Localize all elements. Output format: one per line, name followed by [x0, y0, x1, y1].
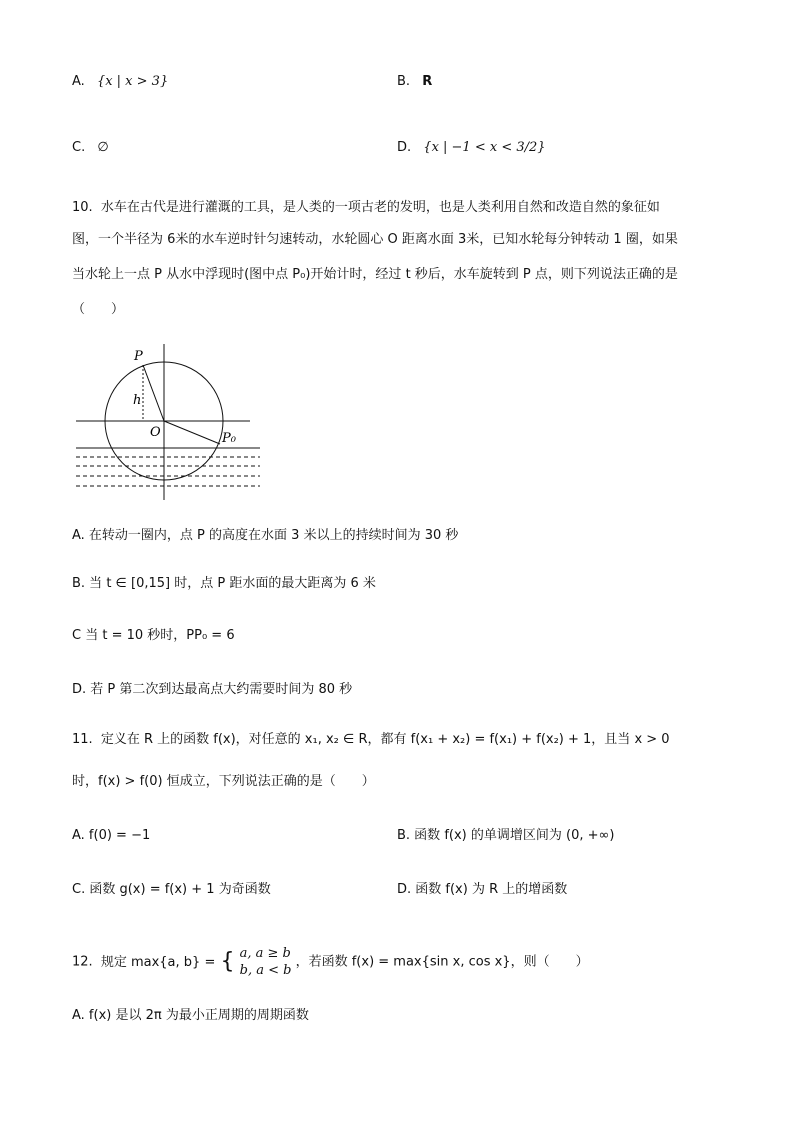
q11-option-d: D. 函数 f(x) 为 R 上的增函数	[397, 882, 568, 897]
q10-stem-text1: 水车在古代是进行灌溉的工具，是人类的一项古老的发明，也是人类利用自然和改造自然的象征如	[100, 200, 660, 215]
q9-option-d-text: {x | −1 < x < 3/2}	[423, 140, 546, 155]
q10-number: 10.	[72, 200, 93, 215]
q10-option-a: A. 在转动一圈内，点 P 的高度在水面 3 米以上的持续时间为 30 秒	[72, 528, 459, 543]
q10-stem-line3: 当水轮上一点 P 从水中浮现时(图中点 P₀)开始计时，经过 t 秒后，水车旋转到 P 点，则下列说法正确的是	[72, 267, 678, 282]
q10-option-d: D. 若 P 第二次到达最高点大约需要时间为 80 秒	[72, 682, 353, 697]
q12-case1: a, a ≥ b	[239, 946, 291, 961]
q9-option-b-label: B.	[397, 74, 411, 89]
q12-cases	[240, 945, 292, 979]
label-h: h	[133, 393, 142, 408]
q9-option-b	[397, 72, 432, 92]
q11-option-b: B. 函数 f(x) 的单调增区间为 (0, +∞)	[397, 828, 615, 843]
q12-number: 12.	[72, 954, 93, 970]
q11-stem-text1: 定义在 R 上的函数 f(x)，对任意的 x₁, x₂ ∈ R，都有 f(x₁ + x₂) = f(x₁) + f(x₂) + 1，且当 x > 0	[100, 732, 670, 747]
q11-option-c: C. 函数 g(x) = f(x) + 1 为奇函数	[72, 882, 271, 897]
q9-option-b-text: R	[422, 74, 433, 89]
radius-op	[143, 365, 164, 421]
q12-case2: b, a < b	[239, 963, 292, 978]
q10-stem-line1	[72, 198, 660, 218]
q9-option-d	[397, 138, 546, 158]
q12-brace: {	[220, 949, 235, 974]
water-wheel-diagram	[74, 344, 264, 500]
q9-option-d-label: D.	[397, 140, 412, 155]
q9-option-c-label: C.	[72, 140, 86, 155]
q11-option-a: A. f(0) = −1	[72, 828, 151, 843]
q9-option-a-text: {x | x > 3}	[96, 74, 169, 89]
q12-option-a: A. f(x) 是以 2π 为最小正周期的周期函数	[72, 1008, 309, 1023]
q10-stem-line4: （ ）	[72, 302, 125, 317]
q10-stem-line2: 图，一个半径为 6米的水车逆时针匀速转动，水轮圆心 O 距离水面 3米，已知水轮每分钟转动 1 圈，如果	[72, 232, 678, 247]
q9-option-a	[72, 72, 168, 92]
label-p: P	[134, 349, 143, 364]
water-wheel-figure	[74, 344, 264, 500]
q12-stem	[72, 945, 589, 979]
q12-stem-post: ，若函数 f(x) = max{sin x, cos x}，则（ ）	[295, 954, 589, 970]
q11-number: 11.	[72, 732, 93, 747]
q12-stem-pre: 规定 max{a, b} =	[100, 954, 216, 970]
q9-option-c	[72, 138, 109, 158]
label-p0: P₀	[222, 431, 236, 446]
q10-option-b: B. 当 t ∈ [0,15] 时，点 P 距水面的最大距离为 6 米	[72, 576, 376, 591]
q10-option-c: C 当 t = 10 秒时，PP₀ = 6	[72, 628, 235, 643]
q11-stem-line1	[72, 730, 670, 750]
q9-option-a-label: A.	[72, 74, 85, 89]
q11-stem-line2: 时，f(x) > f(0) 恒成立，下列说法正确的是（ ）	[72, 774, 375, 789]
label-o: O	[150, 425, 161, 440]
radius-op0	[164, 421, 220, 444]
q9-option-c-text: ∅	[97, 140, 109, 155]
